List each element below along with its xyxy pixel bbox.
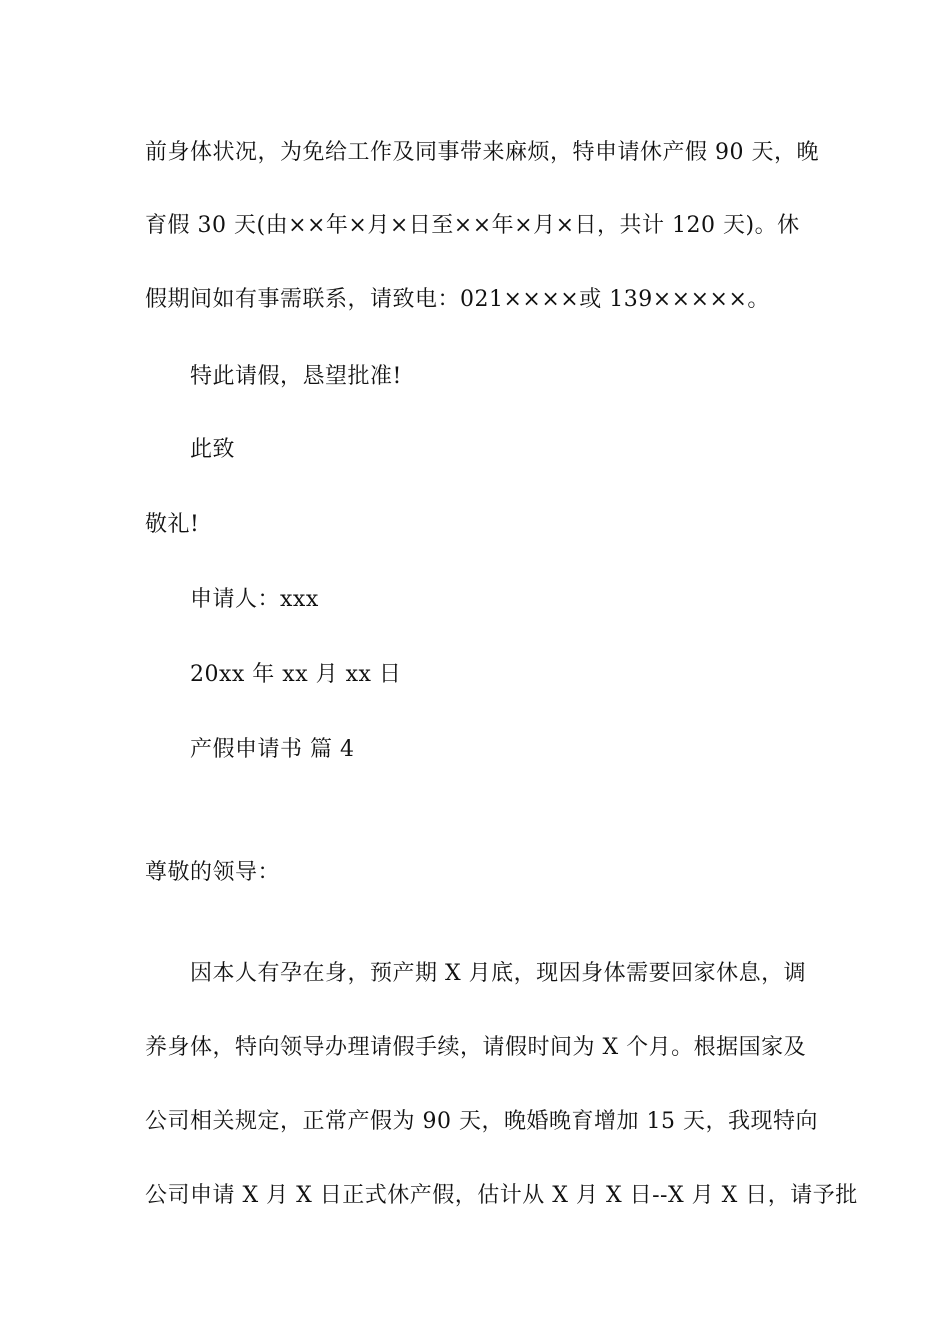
letter2-greeting: 尊敬的领导： xyxy=(145,860,281,885)
letter2-line-2: 养身体，特向领导办理请假手续，请假时间为 X 个月。根据国家及 xyxy=(145,1035,807,1060)
section-heading: 产假申请书 篇 4 xyxy=(190,737,355,762)
letter2-line-1: 因本人有孕在身，预产期 X 月底，现因身体需要回家休息，调 xyxy=(190,961,807,986)
date-line: 20xx 年 xx 月 xx 日 xyxy=(190,662,402,687)
applicant-line: 申请人：xxx xyxy=(190,587,319,612)
letter2-line-4: 公司申请 X 月 X 日正式休产假，估计从 X 月 X 日--X 月 X 日，请予批 xyxy=(145,1183,858,1208)
salutation-line-1: 此致 xyxy=(190,437,236,462)
paragraph1-line-3: 假期间如有事需联系，请致电：021××××或 139×××××。 xyxy=(145,287,770,312)
paragraph1-line-2: 育假 30 天(由××年×月×日至××年×月×日，共计 120 天)。休 xyxy=(145,213,800,238)
salutation-line-2: 敬礼! xyxy=(145,512,200,537)
request-line: 特此请假，恳望批准! xyxy=(190,364,402,389)
paragraph1-line-1: 前身体状况，为免给工作及同事带来麻烦，特申请休产假 90 天，晚 xyxy=(145,140,819,165)
letter2-line-3: 公司相关规定，正常产假为 90 天，晚婚晚育增加 15 天，我现特向 xyxy=(145,1109,818,1134)
